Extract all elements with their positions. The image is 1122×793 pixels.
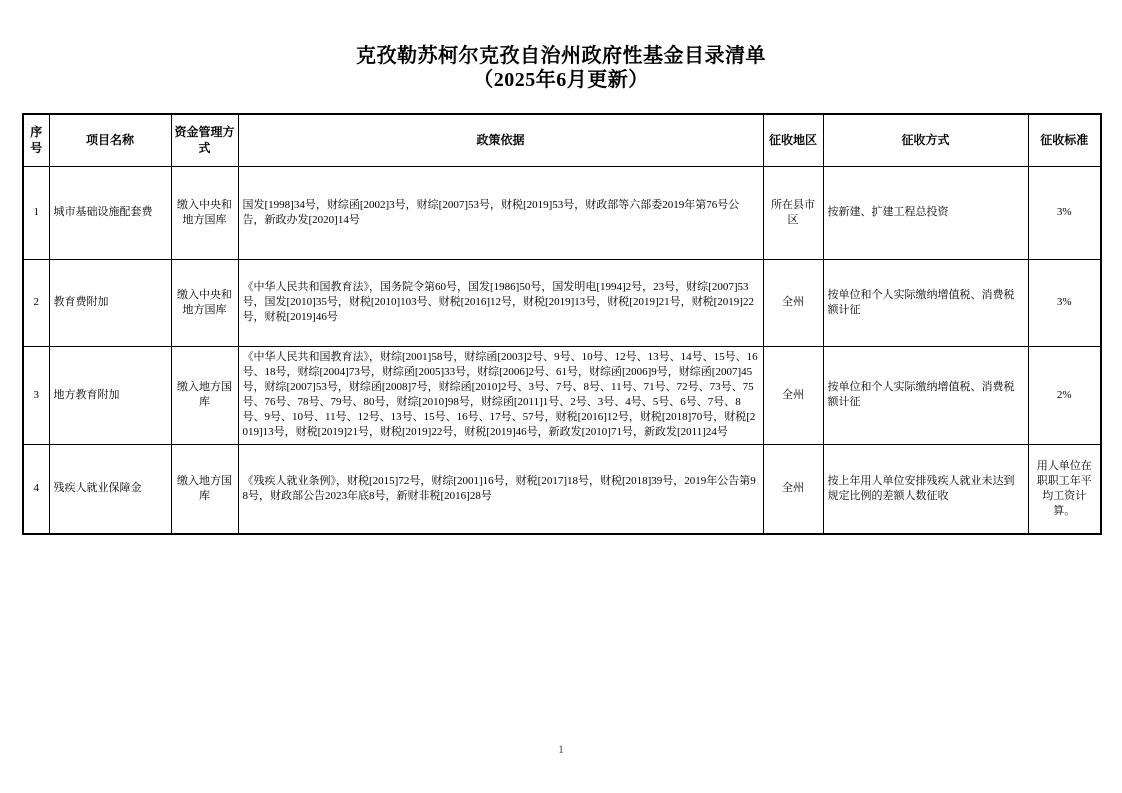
cell-collection-region: 全州 [763, 346, 823, 444]
cell-seq: 3 [23, 346, 49, 444]
header-row [23, 114, 1101, 166]
cell-project-name: 城市基础设施配套费 [49, 166, 171, 259]
cell-collection-region: 全州 [763, 259, 823, 346]
cell-collection-standard: 3% [1028, 259, 1101, 346]
header-collection-method: 征收方式 [823, 114, 1028, 166]
header-seq: 序号 [23, 114, 49, 166]
cell-collection-standard: 用人单位在职职工年平均工资计算。 [1028, 444, 1101, 534]
cell-collection-region: 所在县市区 [763, 166, 823, 259]
cell-fund-management: 缴入中央和地方国库 [171, 166, 238, 259]
table-row [23, 259, 1101, 346]
cell-project-name: 残疾人就业保障金 [49, 444, 171, 534]
cell-seq: 2 [23, 259, 49, 346]
cell-project-name: 地方教育附加 [49, 346, 171, 444]
table-row [23, 346, 1101, 444]
document-title: 克孜勒苏柯尔克孜自治州政府性基金目录清单 [356, 45, 766, 67]
table-row [23, 444, 1101, 534]
cell-collection-method: 按新建、扩建工程总投资 [823, 166, 1028, 259]
fund-directory-table [22, 113, 1102, 535]
table-row [23, 166, 1101, 259]
cell-fund-management: 缴入地方国库 [171, 346, 238, 444]
cell-policy-basis: 国发[1998]34号，财综函[2002]3号，财综[2007]53号，财税[2019]53号，财政部等六部委2019年第76号公告，新政办发[2020]14号 [238, 166, 763, 259]
cell-collection-method: 按上年用人单位安排残疾人就业未达到规定比例的差额人数征收 [823, 444, 1028, 534]
cell-collection-standard: 2% [1028, 346, 1101, 444]
page-number: 1 [558, 742, 564, 756]
cell-policy-basis: 《中华人民共和国教育法》，财综[2001]58号，财综函[2003]2号、9号、10号、12号、13号、14号、15号、16号、18号，财综[2004]73号，财综函[2005]33号，财综[2006]2号、61号，财综函[2006]9号，财综函[2007]45号，财综[2007]53号，财综函[2008]7号，财综函[2010]2号、3号、7号、8号、11号、71号、72号、73号、75号、76号、78号、79号、80号，财综[2010]98号，财综函[2011]1号、2号、3号、4号、5号、6号、7号、8号、9号、10号、11号、12号、13号、15号、16号、17号、57号，财税[2016]12号，财税[2018]70号，财税[2019]13号，财税[2019]21号，财税[2019]22号，财税[2019]46号，新政发[2010]71号，新政发[2011]24号 [238, 346, 763, 444]
cell-policy-basis: 《残疾人就业条例》，财税[2015]72号，财综[2001]16号，财税[2017]18号，财税[2018]39号，2019年公告第98号，财政部公告2023年底8号，新财非税[2016]28号 [238, 444, 763, 534]
cell-seq: 1 [23, 166, 49, 259]
cell-collection-standard: 3% [1028, 166, 1101, 259]
header-fund-management: 资金管理方式 [171, 114, 238, 166]
cell-collection-method: 按单位和个人实际缴纳增值税、消费税额计征 [823, 259, 1028, 346]
cell-policy-basis: 《中华人民共和国教育法》，国务院令第60号，国发[1986]50号，国发明电[1994]2号，23号，财综[2007]53号，国发[2010]35号，财税[2010]103号、财税[2016]12号，财税[2019]13号，财税[2019]21号，财税[2019]22号，财税[2019]46号 [238, 259, 763, 346]
header-policy-basis: 政策依据 [238, 114, 763, 166]
title-block [0, 0, 1122, 92]
header-collection-standard: 征收标准 [1028, 114, 1101, 166]
cell-fund-management: 缴入地方国库 [171, 444, 238, 534]
cell-fund-management: 缴入中央和地方国库 [171, 259, 238, 346]
cell-project-name: 教育费附加 [49, 259, 171, 346]
header-collection-region: 征收地区 [763, 114, 823, 166]
cell-seq: 4 [23, 444, 49, 534]
header-project-name: 项目名称 [49, 114, 171, 166]
document-subtitle: （2025年6月更新） [473, 69, 649, 91]
cell-collection-method: 按单位和个人实际缴纳增值税、消费税额计征 [823, 346, 1028, 444]
cell-collection-region: 全州 [763, 444, 823, 534]
